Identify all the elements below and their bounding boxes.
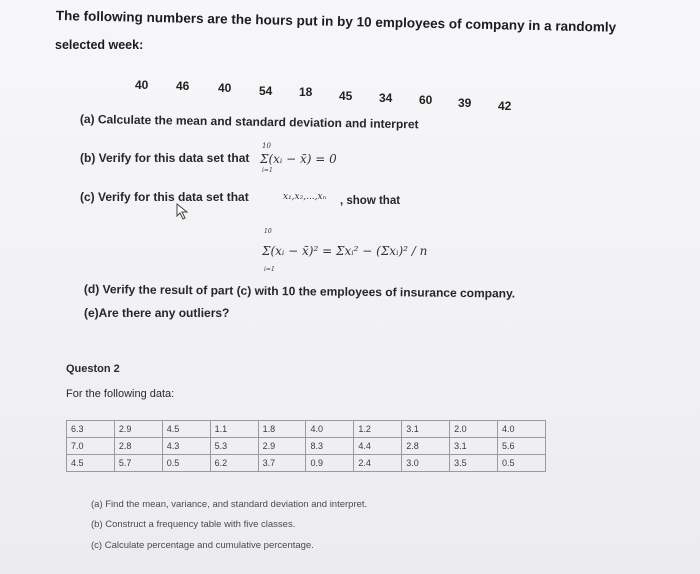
table-cell: 6.2 [210,455,258,472]
mouse-cursor-icon [176,203,190,221]
table-cell: 3.5 [450,455,498,472]
part-d-text: (d) Verify the result of part (c) with 10 the employees of insurance company. [83,282,516,301]
sum-upper-limit: 10 [262,142,271,150]
table-cell: 2.9 [258,438,306,455]
hour-value: 60 [419,93,433,107]
table-cell: 2.4 [354,455,402,472]
table-cell: 1.1 [210,421,258,438]
hour-value: 54 [259,84,273,98]
data-table [66,420,546,472]
part-e-text: (e)Are there any outliers? [84,306,230,320]
table-cell: 3.0 [402,455,450,472]
table-cell: 3.1 [450,438,498,455]
summation-formula-c: Σ(xᵢ − x̄)² = Σxᵢ² − (Σxᵢ)² / n [262,244,428,258]
intro-line-1: The following numbers are the hours put in by 10 employees of company in a randomly [55,8,617,35]
summation-formula-b: Σ(xᵢ − x̄) = 0 [260,152,337,166]
question-2-title: Queston 2 [66,363,120,375]
question-2-part-b: (b) Construct a frequency table with five classes. [91,519,296,530]
sum-upper-limit: 10 [264,228,272,235]
table-cell: 2.8 [114,438,162,455]
hour-value: 18 [299,85,313,99]
table-cell: 7.0 [67,438,115,455]
table-cell: 1.2 [354,421,402,438]
table-cell: 2.9 [114,421,162,438]
table-cell: 5.6 [498,438,546,455]
part-c-suffix: , show that [340,195,401,207]
table-cell: 0.9 [306,455,354,472]
question-2-part-c: (c) Calculate percentage and cumulative percentage. [91,540,314,551]
sum-lower-limit: i=1 [262,167,273,174]
table-cell: 4.3 [162,438,210,455]
hour-value: 39 [458,96,472,110]
question-2-subtitle: For the following data: [66,388,175,400]
table-cell: 1.8 [258,421,306,438]
question-2-part-a: (a) Find the mean, variance, and standard deviation and interpret. [91,499,368,510]
table-cell: 4.0 [498,421,546,438]
part-b-text: (b) Verify for this data set that [80,151,250,165]
table-cell: 8.3 [306,438,354,455]
sum-lower-limit: i=1 [264,266,275,273]
table-cell: 5.3 [210,438,258,455]
table-row [67,438,546,455]
part-a-text: (a) Calculate the mean and standard deviation and interpret [79,112,419,132]
table-cell: 4.0 [306,421,354,438]
hour-value: 46 [176,79,190,93]
table-cell: 2.0 [450,421,498,438]
table-cell: 4.5 [162,421,210,438]
variables: x₁,x₂,...,xₙ [283,192,327,202]
table-row [67,421,546,438]
table-cell: 3.7 [258,455,306,472]
part-c-text: (c) Verify for this data set that [80,190,249,204]
intro-line-2: selected week: [55,38,144,52]
hour-value: 34 [379,91,393,105]
table-cell: 5.7 [114,455,162,472]
hour-value: 40 [218,81,232,95]
table-cell: 6.3 [67,421,115,438]
table-cell: 3.1 [402,421,450,438]
table-row [67,455,546,472]
table-cell: 0.5 [162,455,210,472]
table-cell: 2.8 [402,438,450,455]
hour-value: 40 [135,78,149,92]
table-cell: 0.5 [498,455,546,472]
hour-value: 45 [339,89,353,103]
table-cell: 4.4 [354,438,402,455]
hour-value: 42 [498,99,512,113]
table-cell: 4.5 [67,455,115,472]
